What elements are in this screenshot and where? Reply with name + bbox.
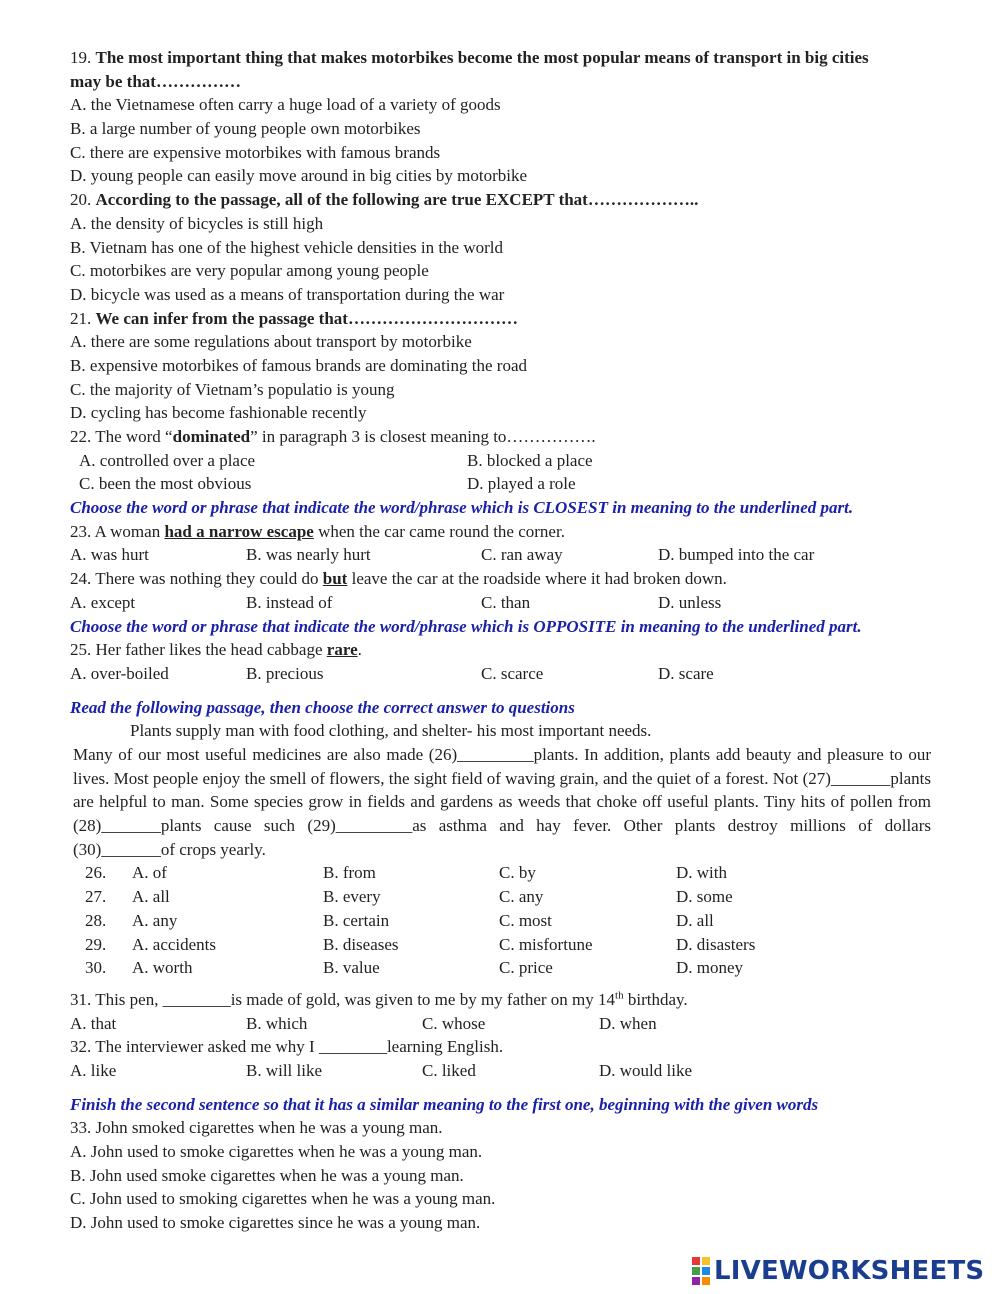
cloze-row-29 (70, 933, 932, 957)
q19-stem: The most important thing that makes motorbikes become the most popular means of transport in big cities (95, 48, 869, 67)
q19-option-d[interactable]: D. young people can easily move around in big cities by motorbike (70, 166, 528, 186)
cloze-number: 29. (85, 934, 107, 954)
instruction-read-passage: Read the following passage, then choose the correct answer to questions (70, 697, 575, 717)
cloze-option-c[interactable]: C. price (499, 958, 553, 978)
q22-option-b[interactable]: B. blocked a place (467, 450, 593, 470)
q25-options (70, 662, 932, 686)
passage-first-line: Plants supply man with food clothing, and shelter- his most important needs. (130, 721, 652, 741)
q22-stem (70, 425, 932, 449)
q31-superscript: th (615, 989, 624, 1002)
logo-grid-icon (692, 1257, 710, 1285)
instruction-opposite: Choose the word or phrase that indicate the word/phrase which is OPPOSITE in meaning to the underlined part. (70, 616, 862, 636)
q21-option-a[interactable]: A. there are some regulations about transport by motorbike (70, 332, 472, 352)
q32-option-b[interactable]: B. will like (246, 1060, 323, 1080)
cloze-row-26 (70, 861, 932, 885)
cloze-option-c[interactable]: C. by (499, 863, 536, 883)
q23-stem-pre: 23. A woman (70, 521, 165, 541)
q20-number: 20. (70, 190, 92, 210)
cloze-option-d[interactable]: D. some (676, 887, 733, 907)
worksheet-page (70, 46, 932, 1235)
q33-option-d[interactable]: D. John used to smoke cigarettes since he was a young man. (70, 1213, 481, 1233)
q20-stem: According to the passage, all of the following are true EXCEPT that……………….. (95, 190, 699, 210)
q24-option-b[interactable]: B. instead of (246, 592, 333, 612)
q22-options-row2 (70, 472, 932, 496)
cloze-option-b[interactable]: B. value (323, 958, 380, 978)
cloze-option-d[interactable]: D. money (676, 958, 744, 978)
q20-option-d[interactable]: D. bicycle was used as a means of transportation during the war (70, 284, 505, 304)
q25-underlined: rare (326, 640, 358, 660)
cloze-option-b[interactable]: B. certain (323, 910, 390, 930)
q23-underlined: had a narrow escape (164, 521, 314, 541)
spacer (70, 980, 932, 988)
q32-option-c[interactable]: C. liked (422, 1060, 476, 1080)
q20-option-c[interactable]: C. motorbikes are very popular among young people (70, 261, 429, 281)
spacer (70, 1083, 932, 1093)
q24-stem (70, 567, 932, 591)
cloze-row-27 (70, 885, 932, 909)
cloze-option-d[interactable]: D. all (676, 910, 714, 930)
q33-stem: 33. John smoked cigarettes when he was a young man. (70, 1118, 443, 1138)
logo-square-1 (692, 1257, 700, 1265)
q32-stem: 32. The interviewer asked me why I ________learning English. (70, 1037, 504, 1057)
q20-option-b[interactable]: B. Vietnam has one of the highest vehicle densities in the world (70, 237, 504, 257)
cloze-option-a[interactable]: A. accidents (132, 934, 217, 954)
logo-square-4 (702, 1267, 710, 1275)
q23-stem-post: when the car came round the corner. (313, 521, 565, 541)
spacer (70, 686, 932, 696)
q33-option-c[interactable]: C. John used to smoking cigarettes when he was a young man. (70, 1189, 496, 1209)
q21-option-c[interactable]: C. the majority of Vietnam’s populatio is young (70, 379, 395, 399)
q23-option-b[interactable]: B. was nearly hurt (246, 545, 371, 565)
cloze-option-c[interactable]: C. any (499, 887, 544, 907)
q22-stem-post: ” in paragraph 3 is closest meaning to……………. (250, 427, 596, 446)
liveworksheets-logo (692, 1256, 984, 1286)
q19-option-a[interactable]: A. the Vietnamese often carry a huge load of a variety of goods (70, 95, 501, 115)
q25-stem-pre: 25. Her father likes the head cabbage (70, 640, 327, 660)
q25-option-c[interactable]: C. scarce (481, 663, 544, 683)
q31-stem-pre: 31. This pen, ________is made of gold, was given to me by my father on my 14 (70, 989, 616, 1009)
q19-option-b[interactable]: B. a large number of young people own motorbikes (70, 119, 421, 139)
q21-number: 21. (70, 308, 92, 328)
q31-option-c[interactable]: C. whose (422, 1013, 486, 1033)
q25-option-d[interactable]: D. scare (658, 663, 714, 683)
q25-stem-post: . (357, 640, 362, 660)
q33-option-b[interactable]: B. John used smoke cigarettes when he was a young man. (70, 1165, 464, 1185)
cloze-row-28 (70, 909, 932, 933)
cloze-number: 27. (85, 887, 107, 907)
q24-options (70, 591, 932, 615)
q22-option-d[interactable]: D. played a role (467, 474, 576, 494)
q25-stem (70, 638, 932, 662)
logo-text: LIVEWORKSHEETS (714, 1256, 985, 1286)
cloze-option-b[interactable]: B. from (323, 863, 376, 883)
cloze-option-a[interactable]: A. all (132, 887, 170, 907)
q20-stem-line (70, 188, 932, 212)
q22-option-a[interactable]: A. controlled over a place (79, 450, 256, 470)
cloze-number: 26. (85, 863, 107, 883)
q23-stem (70, 520, 932, 544)
q20-option-a[interactable]: A. the density of bicycles is still high (70, 213, 324, 233)
q25-option-b[interactable]: B. precious (246, 663, 324, 683)
instruction-closest: Choose the word or phrase that indicate the word/phrase which is CLOSEST in meaning to the underlined part. (70, 498, 854, 518)
cloze-options (70, 861, 932, 979)
q22-keyword: dominated (172, 427, 251, 446)
cloze-number: 30. (85, 958, 107, 978)
q21-option-b[interactable]: B. expensive motorbikes of famous brands are dominating the road (70, 355, 527, 375)
q23-options (70, 543, 932, 567)
q19-stem-line1 (70, 46, 932, 70)
q31-stem-post: birthday. (623, 989, 688, 1009)
cloze-option-c[interactable]: C. most (499, 910, 552, 930)
q24-option-c[interactable]: C. than (481, 592, 531, 612)
cloze-option-c[interactable]: C. misfortune (499, 934, 593, 954)
q32-option-a[interactable]: A. like (70, 1060, 117, 1080)
q21-stem-line (70, 307, 932, 331)
q31-option-b[interactable]: B. which (246, 1013, 308, 1033)
q31-stem (70, 988, 932, 1012)
q24-underlined: but (322, 569, 348, 589)
q31-options (70, 1012, 932, 1036)
q21-stem: We can infer from the passage that………………………… (95, 308, 518, 328)
reading-passage (70, 719, 931, 861)
q31-option-d[interactable]: D. when (599, 1013, 657, 1033)
cloze-option-a[interactable]: A. any (132, 910, 178, 930)
q32-options (70, 1059, 932, 1083)
q22-stem-pre: 22. The word “ (70, 427, 173, 446)
logo-square-6 (702, 1277, 710, 1285)
q22-options-row1 (70, 449, 932, 473)
q19-option-c[interactable]: C. there are expensive motorbikes with famous brands (70, 142, 441, 162)
q23-option-a[interactable]: A. was hurt (70, 545, 149, 565)
q24-option-d[interactable]: D. unless (658, 592, 722, 612)
q24-stem-post: leave the car at the roadside where it had broken down. (347, 569, 727, 589)
cloze-option-d[interactable]: D. disasters (676, 934, 756, 954)
q23-option-c[interactable]: C. ran away (481, 545, 563, 565)
cloze-option-b[interactable]: B. diseases (323, 934, 399, 954)
q33-option-a[interactable]: A. John used to smoke cigarettes when he was a young man. (70, 1142, 483, 1162)
cloze-row-30 (70, 956, 932, 980)
cloze-option-b[interactable]: B. every (323, 887, 381, 907)
cloze-option-d[interactable]: D. with (676, 863, 727, 883)
q19-stem-line2: may be that…………… (70, 71, 241, 91)
q24-option-a[interactable]: A. except (70, 592, 136, 612)
q23-option-d[interactable]: D. bumped into the car (658, 545, 815, 565)
q31-option-a[interactable]: A. that (70, 1013, 117, 1033)
cloze-option-a[interactable]: A. worth (132, 958, 193, 978)
logo-square-2 (702, 1257, 710, 1265)
logo-square-5 (692, 1277, 700, 1285)
q24-stem-pre: 24. There was nothing they could do (70, 569, 323, 589)
q21-option-d[interactable]: D. cycling has become fashionable recently (70, 403, 367, 423)
instruction-finish-sentence: Finish the second sentence so that it has a similar meaning to the first one, beginning with the given words (70, 1094, 819, 1114)
cloze-option-a[interactable]: A. of (132, 863, 167, 883)
q22-option-c[interactable]: C. been the most obvious (79, 474, 252, 494)
logo-square-3 (692, 1267, 700, 1275)
q19-number: 19. (70, 48, 92, 67)
q32-option-d[interactable]: D. would like (599, 1060, 693, 1080)
q25-option-a[interactable]: A. over-boiled (70, 663, 169, 683)
cloze-number: 28. (85, 910, 107, 930)
passage-body: Many of our most useful medicines are also made (26)_________plants. In addition, plants add beauty and pleasure to our lives. Most people enjoy the smell of flowers, the sight field of waving grain, and the quiet of a forest. Not (27)_______plants are helpful to man. Some species grow in fields and gardens as weeds that choke off useful plants. Tiny hits of pollen from (28)_______plants cause such (29)_________as asthma and hay fever. Other plants destroy millions of dollars (30)_______of crops yearly. (73, 744, 931, 859)
